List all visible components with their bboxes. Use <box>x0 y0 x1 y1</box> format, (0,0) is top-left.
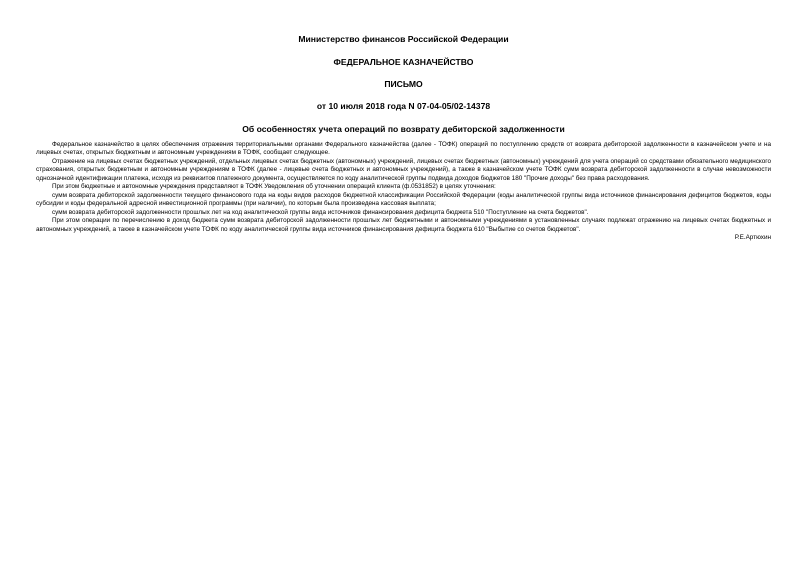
body-paragraph-1: Федеральное казначейство в целях обеспечения отражения территориальными органами Федерального казначейства (далее - ТОФК) операций по поступлению средств от возврата дебиторской задолженности в казначейском учете и на лицевых счетах, открытых бюджетным и автономным учреждениям в ТОФК, сообщает следующее. <box>36 141 771 157</box>
signature: Р.Е.Артюхин <box>734 233 771 241</box>
document-type: ПИСЬМО <box>384 79 423 89</box>
body-paragraph-2: Отражение на лицевых счетах бюджетных учреждений, отдельных лицевых счетах бюджетных (автономных) учреждений, лицевых счетах бюджетных (автономных) учреждений для учета операций со средствами обязательного медицинского страхования, открытых бюджетным и автономным учреждениям в ТОФК (далее - лицевые счета бюджетных и автономных учреждений), а также в казначейском учете ТОФК сумм возврата дебиторской задолженности в случае невозможности однозначной идентификации платежа, исходя из реквизитов платежного документа, осуществляется по коду аналитической группы подвида доходов бюджетов 180 "Прочие доходы" без права расходования. <box>36 157 771 182</box>
document-title: Об особенностях учета операций по возврату дебиторской задолженности <box>242 124 565 134</box>
document-content <box>36 34 771 242</box>
document-date-number: от 10 июля 2018 года N 07-04-05/02-14378 <box>316 101 491 111</box>
body-paragraph-6: При этом операции по перечислению в доход бюджета сумм возврата дебиторской задолженности прошлых лет бюджетными и автономными учреждениями в установленных случаях подлежат отражению на лицевых счетах бюджетных и автономных учреждений, а также в казначейском учете ТОФК по коду аналитической группы вида источников финансирования дефицита бюджета 610 "Выбытие со счетов бюджетов". <box>36 217 771 233</box>
treasury-heading: ФЕДЕРАЛЬНОЕ КАЗНАЧЕЙСТВО <box>333 57 474 67</box>
body-paragraph-5: сумм возврата дебиторской задолженности прошлых лет на код аналитической группы вида источников финансирования дефицита бюджета 510 "Поступление на счета бюджетов". <box>52 208 589 216</box>
body-paragraph-4: сумм возврата дебиторской задолженности текущего финансового года на коды видов расходов бюджетной классификации Российской Федерации (коды аналитической группы вида источников финансирования дефицитов бюджетов, коды субсидии и коды федеральной адресной инвестиционной программы (при наличии), по которым была произведена кассовая выплата; <box>36 191 771 208</box>
document-body <box>36 141 771 234</box>
ministry-heading: Министерство финансов Российской Федерации <box>298 34 509 44</box>
body-paragraph-3: При этом бюджетные и автономные учреждения представляют в ТОФК Уведомления об уточнении операций клиента (ф.0531852) в целях уточнения: <box>52 183 496 191</box>
